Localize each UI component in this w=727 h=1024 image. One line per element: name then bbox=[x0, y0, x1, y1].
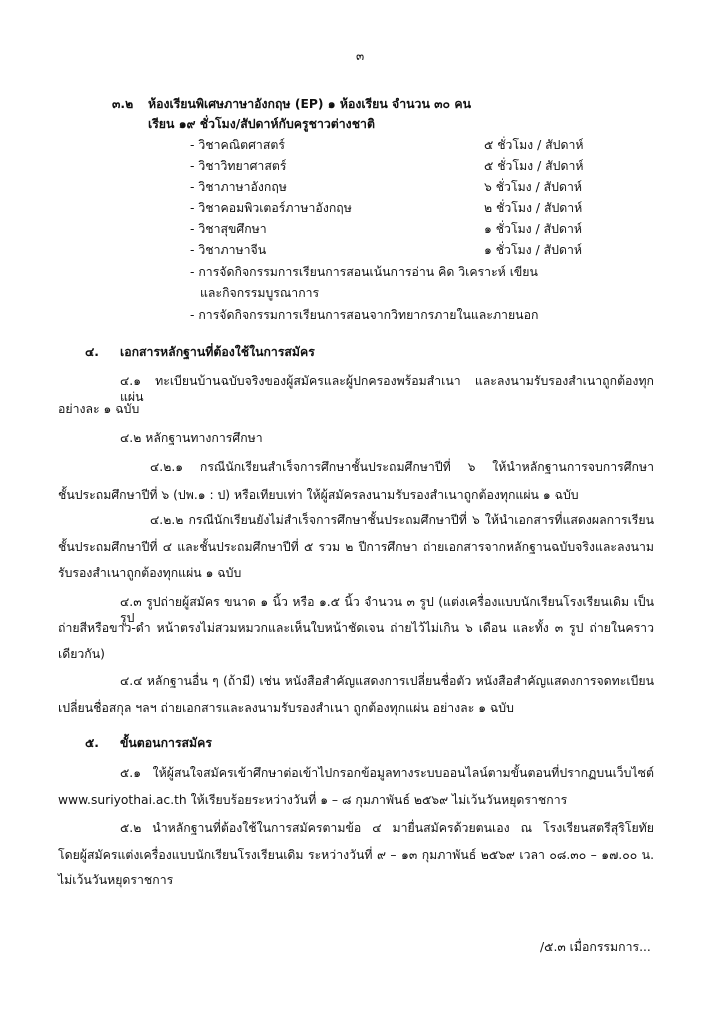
para-4-1-line1: ๔.๑ ทะเบียนบ้านฉบับจริงของผู้สมัครและผู้ปกครองพร้อมสำเนา และลงนามรับรองสำเนาถูกต้องทุกแผ่น bbox=[120, 374, 654, 404]
section-5-number: ๕. bbox=[85, 736, 99, 750]
page-number: ๓ bbox=[356, 49, 365, 63]
para-5-2-line1: ๕.๒ นำหลักฐานที่ต้องใช้ในการสมัครตามข้อ ๔ มายื่นสมัครด้วยตนเอง ณ โรงเรียนสตรีสุริโยทัย bbox=[120, 821, 654, 835]
section-3-2-heading-line1: ห้องเรียนพิเศษภาษาอังกฤษ (EP) ๑ ห้องเรียน จำนวน ๓๐ คน bbox=[148, 97, 471, 111]
section-4-title: เอกสารหลักฐานที่ต้องใช้ในการสมัคร bbox=[120, 345, 315, 359]
subject-science: - วิชาวิทยาศาสตร์ bbox=[190, 159, 287, 173]
para-4-4-line1: ๔.๔ หลักฐานอื่น ๆ (ถ้ามี) เช่น หนังสือสำคัญแสดงการเปลี่ยนชื่อตัว หนังสือสำคัญแสดงการจดทะเบียน bbox=[120, 674, 654, 688]
para-4-2: ๔.๒ หลักฐานทางการศึกษา bbox=[120, 431, 263, 445]
para-5-2-line2: โดยผู้สมัครแต่งเครื่องแบบนักเรียนโรงเรียนเดิม ระหว่างวันที่ ๙ – ๑๓ กุมภาพันธ์ ๒๕๖๙ เวลา ๐๘.๓๐ – ๑๗.๐๐ น. bbox=[58, 848, 654, 862]
para-5-1-line2: www.suriyothai.ac.th ให้เรียบร้อยระหว่างวันที่ ๑ – ๘ กุมภาพันธ์ ๒๕๖๙ ไม่เว้นวันหยุดราชการ bbox=[58, 793, 568, 807]
para-4-3-line3: เดียวกัน) bbox=[58, 647, 105, 661]
subject-chinese-hours: ๑ ชั่วโมง / สัปดาห์ bbox=[484, 243, 582, 257]
section-4-number: ๔. bbox=[85, 345, 99, 359]
activity-1-line1: - การจัดกิจกรรมการเรียนการสอนเน้นการอ่าน คิด วิเคราะห์ เขียน bbox=[190, 265, 538, 279]
para-5-2-line3: ไม่เว้นวันหยุดราชการ bbox=[58, 873, 174, 887]
subject-chinese: - วิชาภาษาจีน bbox=[190, 243, 267, 257]
para-4-2-2-line3: รับรองสำเนาถูกต้องทุกแผ่น ๑ ฉบับ bbox=[58, 566, 242, 580]
subject-computer-hours: ๒ ชั่วโมง / สัปดาห์ bbox=[484, 201, 583, 215]
para-4-2-2-line1: ๔.๒.๒ กรณีนักเรียนยังไม่สำเร็จการศึกษาชั้นประถมศึกษาปีที่ ๖ ให้นำเอกสารที่แสดงผลการเรียน bbox=[150, 513, 654, 527]
subject-science-hours: ๕ ชั่วโมง / สัปดาห์ bbox=[484, 159, 584, 173]
subject-english-hours: ๖ ชั่วโมง / สัปดาห์ bbox=[484, 180, 582, 194]
para-4-4-line2: เปลี่ยนชื่อสกุล ฯลฯ ถ่ายเอกสารและลงนามรับรองสำเนา ถูกต้องทุกแผ่น อย่างละ ๑ ฉบับ bbox=[58, 701, 514, 715]
para-4-1-line2: อย่างละ ๑ ฉบับ bbox=[58, 402, 140, 416]
activity-1-line2: และกิจกรรมบูรณาการ bbox=[200, 286, 320, 300]
subject-math-hours: ๕ ชั่วโมง / สัปดาห์ bbox=[484, 138, 584, 152]
para-4-3-line1: ๔.๓ รูปถ่ายผู้สมัคร ขนาด ๑ นิ้ว หรือ ๑.๕ นิ้ว จำนวน ๓ รูป (แต่งเครื่องแบบนักเรียนโรงเรียนเดิม เป็นรูป bbox=[120, 595, 654, 625]
para-4-2-2-line2: ชั้นประถมศึกษาปีที่ ๔ และชั้นประถมศึกษาปีที่ ๕ รวม ๒ ปีการศึกษา ถ่ายเอกสารจากหลักฐานฉบับจริงและลงนาม bbox=[58, 540, 654, 554]
section-3-2-heading-line2: เรียน ๑๙ ชั่วโมง/สัปดาห์กับครูชาวต่างชาติ bbox=[148, 117, 375, 131]
para-4-3-line2: ถ่ายสีหรือขาว-ดำ หน้าตรงไม่สวมหมวกและเห็นใบหน้าชัดเจน ถ่ายไว้ไม่เกิน ๖ เดือน และทั้ง ๓ รูป ถ่ายในคราว bbox=[58, 621, 654, 635]
subject-math: - วิชาคณิตศาสตร์ bbox=[190, 138, 285, 152]
subject-english: - วิชาภาษาอังกฤษ bbox=[190, 180, 287, 194]
subject-computer: - วิชาคอมพิวเตอร์ภาษาอังกฤษ bbox=[190, 201, 352, 215]
para-5-1-line1: ๕.๑ ให้ผู้สนใจสมัครเข้าศึกษาต่อเข้าไปกรอกข้อมูลทางระบบออนไลน์ตามขั้นตอนที่ปรากฏบนเว็บไซต์ bbox=[120, 766, 654, 780]
subject-health: - วิชาสุขศึกษา bbox=[190, 222, 267, 236]
section-5-title: ขั้นตอนการสมัคร bbox=[120, 736, 212, 750]
section-3-2-number: ๓.๒ bbox=[112, 97, 134, 111]
continuation-note: /๕.๓ เมื่อกรรมการ... bbox=[540, 940, 651, 954]
subject-health-hours: ๑ ชั่วโมง / สัปดาห์ bbox=[484, 222, 582, 236]
activity-2: - การจัดกิจกรรมการเรียนการสอนจากวิทยากรภายในและภายนอก bbox=[190, 308, 539, 322]
para-4-2-1-line2: ชั้นประถมศึกษาปีที่ ๖ (ปพ.๑ : ป) หรือเทียบเท่า ให้ผู้สมัครลงนามรับรองสำเนาถูกต้องทุกแผ่น ๑ ฉบับ bbox=[58, 488, 579, 502]
para-4-2-1-line1: ๔.๒.๑ กรณีนักเรียนสำเร็จการศึกษาชั้นประถมศึกษาปีที่ ๖ ให้นำหลักฐานการจบการศึกษา bbox=[150, 460, 654, 474]
